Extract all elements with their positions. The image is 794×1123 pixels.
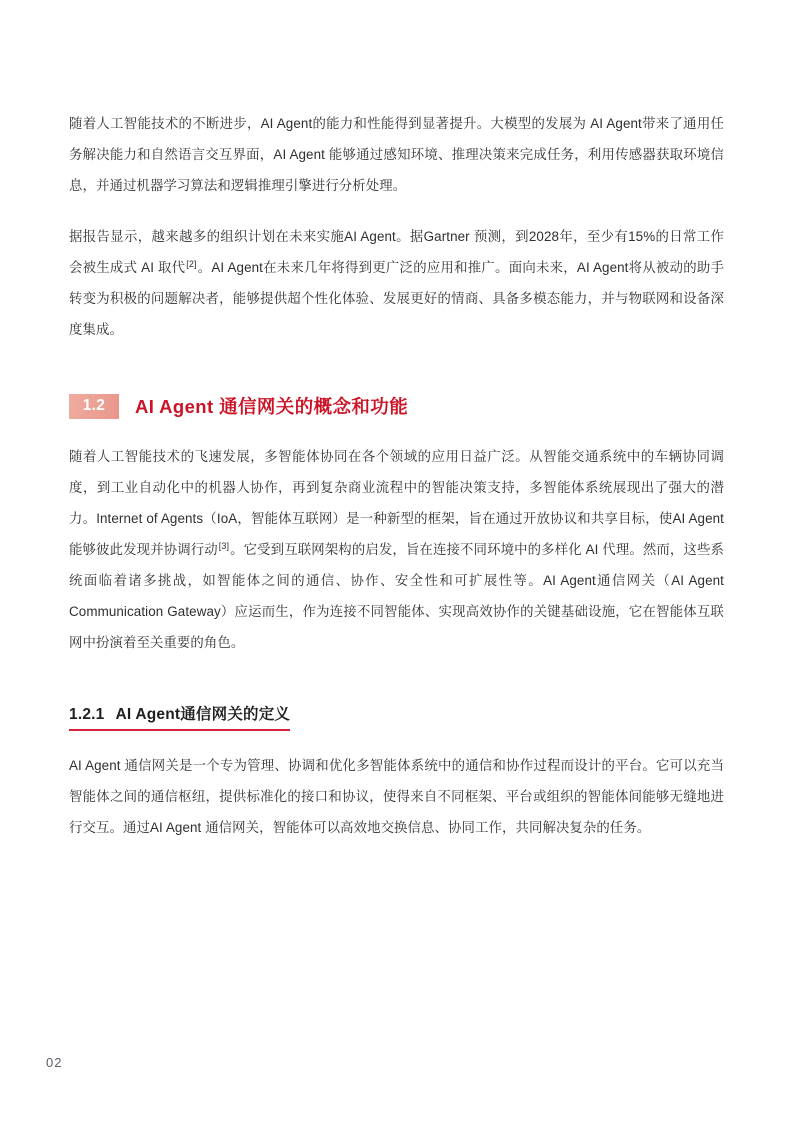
page-number: 02 [46,1055,63,1070]
section-paragraph-text-before-ref: 随着人工智能技术的飞速发展，多智能体协同在各个领域的应用日益广泛。从智能交通系统中的车辆协同调度，到工业自动化中的机器人协作，再到复杂商业流程中的智能决策支持，多智能体系统展现出了强大的潜力。Internet of Agents（IoA，智能体互联网）是一种新型的框架，旨在通过开放协议和共享目标，使AI Agent能够彼此发现并协调行动 [69,449,724,557]
intro-paragraph-1 [69,108,724,201]
section-number-badge: 1.2 [69,394,119,419]
section-paragraph-text-after-ref: 。它受到互联网架构的启发，旨在连接不同环境中的多样化 AI 代理。然而，这些系统面临着诸多挑战，如智能体之间的通信、协作、安全性和可扩展性等。AI Agent通信网关（AI Agent Communication Gateway）应运而生，作为连接不同智能体、实现高效协作的关键基础设施，它在智能体互联网中扮演着至关重要的角色。 [69,542,724,650]
subsection-number: 1.2.1 [69,706,105,723]
subsection-paragraph [69,750,724,843]
section-paragraph [69,441,724,658]
subsection-heading-1-2-1 [69,702,290,731]
intro-paragraph-2 [69,221,724,345]
intro-paragraph-1-text: 随着人工智能技术的不断进步，AI Agent的能力和性能得到显著提升。大模型的发展为 AI Agent带来了通用任务解决能力和自然语言交互界面，AI Agent 能够通过感知环境、推理决策来完成任务，利用传感器获取环境信息，并通过机器学习算法和逻辑推理引擎进行分析处理。 [69,116,724,193]
page-content [69,108,724,843]
subsection-underline-rule [69,729,290,731]
subsection-title: AI Agent通信网关的定义 [115,706,291,723]
section-title: AI Agent 通信网关的概念和功能 [135,396,409,417]
reference-marker-2[interactable]: [2] [186,258,197,269]
intro-paragraph-2-text-before-ref: 据报告显示，越来越多的组织计划在未来实施AI Agent。据Gartner 预测，到2028年，至少有15%的日常工作会被生成式 AI 取代 [69,229,724,275]
intro-paragraph-2-text-after-ref: 。AI Agent在未来几年将得到更广泛的应用和推广。面向未来，AI Agent将从被动的助手转变为积极的问题解决者，能够提供超个性化体验、发展更好的情商、具备多模态能力，并与物联网和设备深度集成。 [69,260,724,337]
subsection-paragraph-text: AI Agent 通信网关是一个专为管理、协调和优化多智能体系统中的通信和协作过程而设计的平台。它可以充当智能体之间的通信枢纽，提供标准化的接口和协议，使得来自不同框架、平台或组织的智能体间能够无缝地进行交互。通过AI Agent 通信网关，智能体可以高效地交换信息、协同工作，共同解决复杂的任务。 [69,758,724,835]
section-heading-1-2 [69,393,724,419]
reference-marker-3[interactable]: [3] [218,540,230,551]
